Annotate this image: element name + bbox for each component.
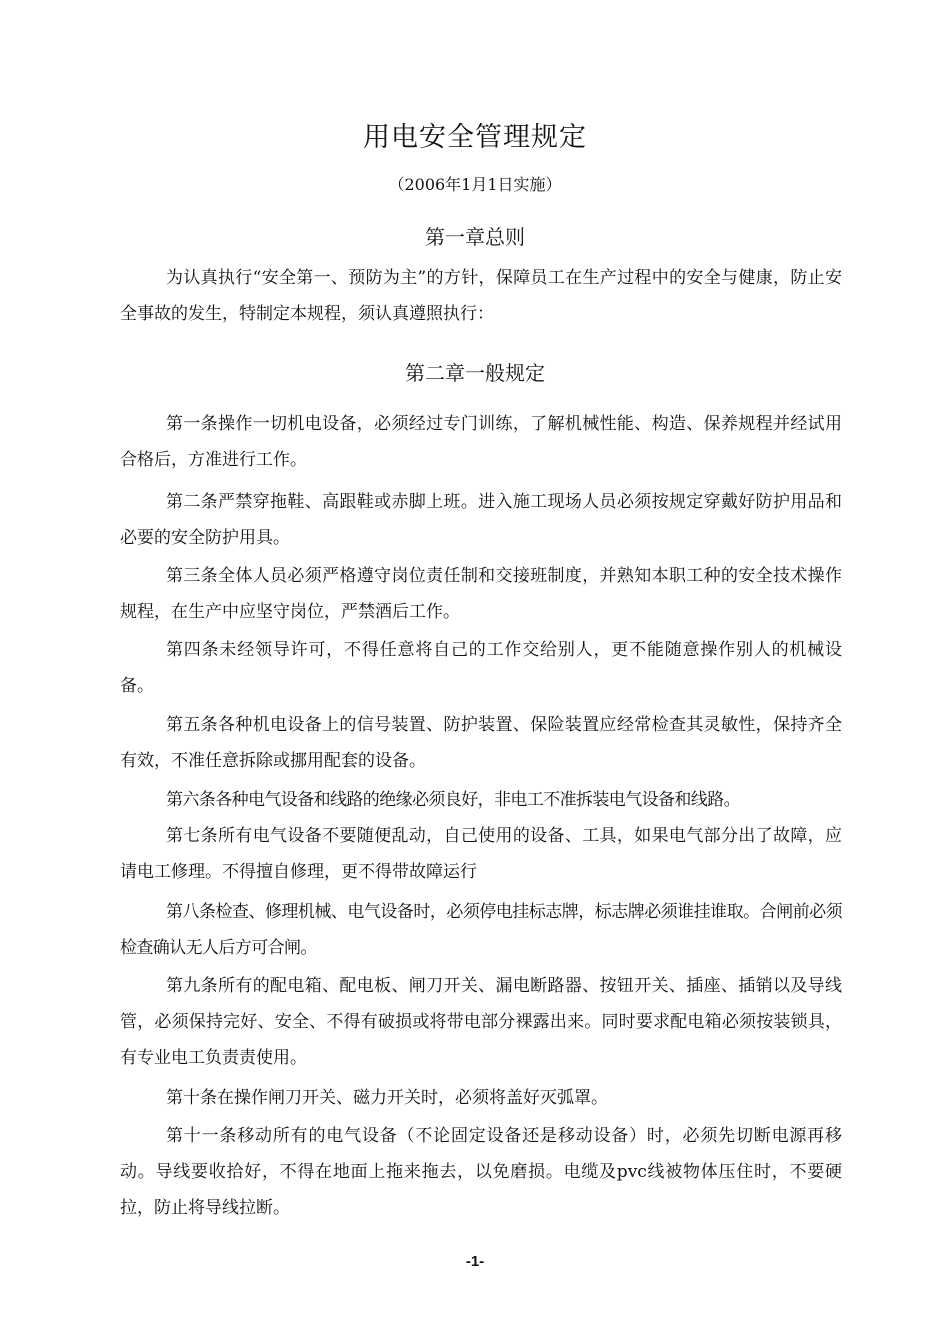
article-3: 第三条全体人员必须严格遵守岗位责任制和交接班制度，并熟知本职工种的安全技术操作规程，在生产中应坚守岗位，严禁酒后工作。	[120, 566, 842, 622]
article-5: 第五条各种机电设备上的信号装置、防护装置、保险装置应经常检查其灵敏性，保持齐全有效，不准任意拆除或挪用配套的设备。	[120, 715, 842, 771]
article-7: 第七条所有电气设备不要随便乱动，自己使用的设备、工具，如果电气部分出了故障，应请电工修理。不得擅自修理，更不得带故障运行	[120, 826, 842, 882]
document-title: 用电安全管理规定	[363, 122, 587, 153]
document-subtitle: （2006年1月1日实施）	[388, 175, 562, 194]
chapter-general-paragraph: 为认真执行“安全第一、预防为主”的方针，保障员工在生产过程中的安全与健康，防止安全事故的发生，特制定本规程，须认真遵照执行：	[120, 268, 842, 324]
article-9: 第九条所有的配电箱、配电板、闸刀开关、漏电断路器、按钮开关、插座、插销以及导线管，必须保持完好、安全、不得有破损或将带电部分裸露出来。同时要求配电箱必须按装锁具，有专业电工负责责使用。	[120, 976, 842, 1068]
article-2: 第二条严禁穿拖鞋、高跟鞋或赤脚上班。进入施工现场人员必须按规定穿戴好防护用品和必要的安全防护用具。	[120, 492, 842, 548]
chapter-heading-general: 第一章总则	[425, 225, 525, 249]
chapter-heading-rules: 第二章一般规定	[405, 361, 545, 385]
article-10: 第十条在操作闸刀开关、磁力开关时，必须将盖好灭弧罩。	[166, 1088, 608, 1108]
article-4: 第四条未经领导许可，不得任意将自己的工作交给别人，更不能随意操作别人的机械设备。	[120, 640, 842, 696]
article-6: 第六条各种电气设备和线路的绝缘必须良好，非电工不准拆装电气设备和线路。	[166, 790, 740, 810]
page-number: -1-	[465, 1253, 485, 1270]
article-1: 第一条操作一切机电设备，必须经过专门训练，了解机械性能、构造、保养规程并经试用合格后，方准进行工作。	[120, 414, 842, 470]
article-11: 第十一条移动所有的电气设备（不论固定设备还是移动设备）时，必须先切断电源再移动。导线要收拾好，不得在地面上拖来拖去，以免磨损。电缆及pvc线被物体压住时，不要硬拉，防止将导线拉断。	[120, 1126, 842, 1218]
article-8: 第八条检查、修理机械、电气设备时，必须停电挂标志牌，标志牌必须谁挂谁取。合闸前必须检查确认无人后方可合闸。	[120, 902, 842, 958]
